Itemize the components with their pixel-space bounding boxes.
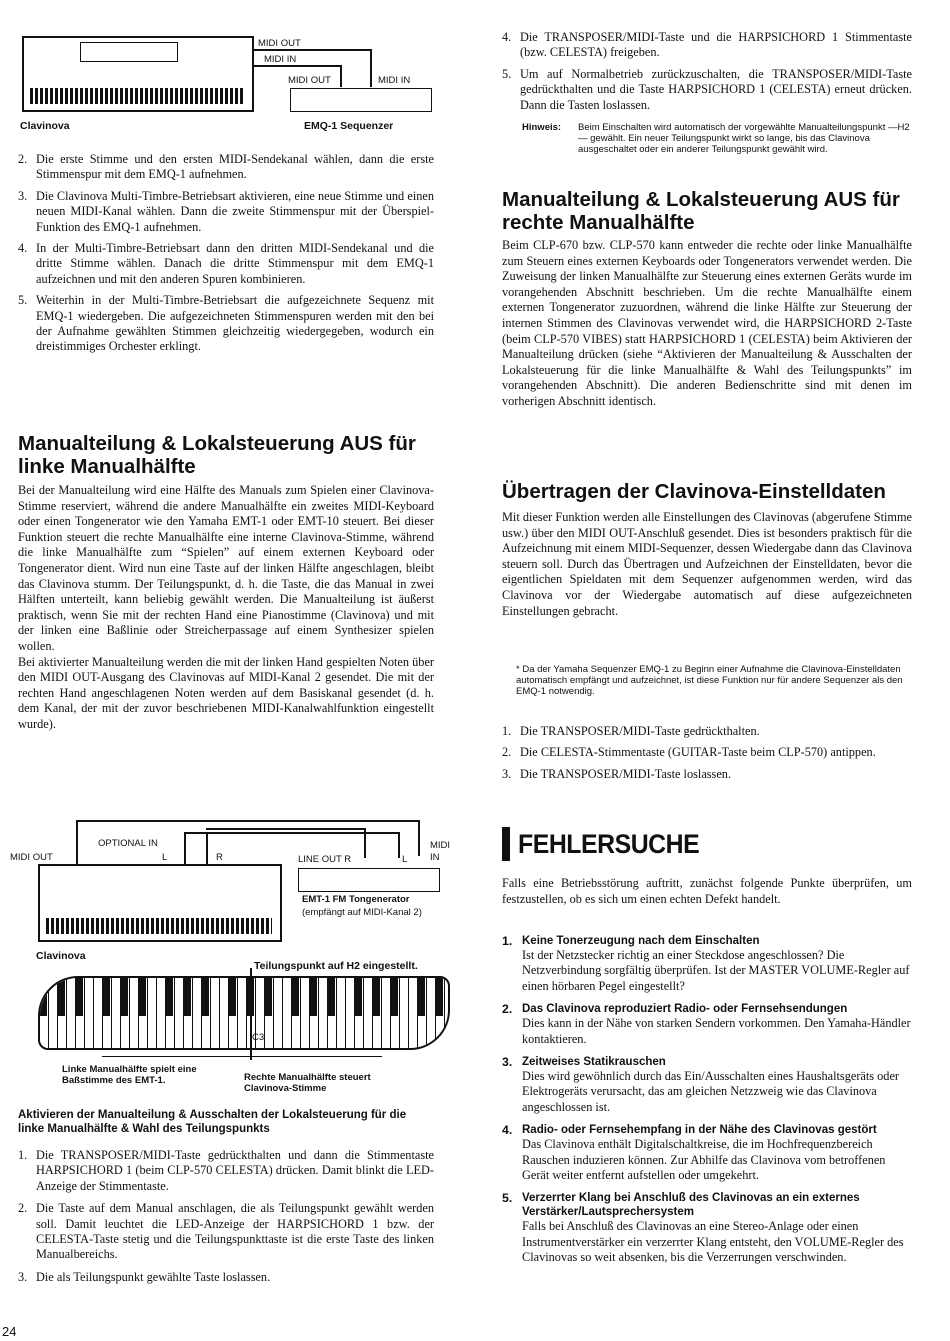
- label-midi-out-2: MIDI OUT: [288, 75, 331, 86]
- label-line-out: LINE OUT R: [298, 854, 352, 865]
- subheading-activate-split: Aktivieren der Manualteilung & Ausschalten der Lokalsteuerung für die linke Manualhälfte & Wahl des Teilungspunkts: [18, 1109, 407, 1135]
- label-optional-in: OPTIONAL IN: [98, 838, 158, 849]
- heading-bar: [502, 827, 510, 861]
- paragraph: Mit dieser Funktion werden alle Einstellungen des Clavinovas (abgerufene Stimme usw.) über den MIDI OUT-Anschluß gesendet. Dies ist besonders praktisch für die Aufzeichnung mit einem MIDI-Sequenzer, dessen Wiedergabe dann das Clavinova steuern soll. Durch das Übertragen und Aufzeichnen der Einstelldaten, bevor die eigentlichen Spieldaten mit dem Sequenzer aufgenommen werden, wird das Clavinova vor der Wiedergabe automatisch auf diese aufgezeichneten Einstellungen gebracht.: [502, 510, 912, 618]
- page-number: 24: [2, 1324, 17, 1339]
- list-item: 4. Radio- oder Fernsehempfang in der Nähe des Clavinovas gestört Das Clavinova enthält Digitalschaltkreise, die im Hochfrequenzbereich Rauschen induzieren können. Zur Abhilfe das Clavinova vom betroffenen Gerät weiter entfernt aufstellen oder umgekehrt.: [502, 1123, 886, 1183]
- list-multitimbre-steps: [18, 152, 434, 355]
- list-item: 2. Das Clavinova reproduziert Radio- oder Fernsehsendungen Dies kann in der Nähe von starken Sendern vorkommen. Den Yamaha-Händler kontaktieren.: [502, 1002, 911, 1046]
- label-line-out-l: L: [402, 854, 408, 865]
- paragraph: Beim CLP-670 bzw. CLP-570 kann entweder die rechte oder linke Manualhälfte zum Steuern eines externen Keyboards oder Tongenerators verwendet werden. Die Zuweisung der linken Manualhälfte zur Steuerung eines externen Geräts wurde im vorangehenden Abschnitt beschrieben. Um die rechte Manualhälfte einem externen Tongenerator zuzuordnen, während die linke Hälfte zur Steuerung der internen Stimmen des Clavinovas verwendet wird, die HARPSICHORD 2-Taste (beim CLP-570 VIBES) statt HARPSICHORD 1 (CELESTA) beim Aktivieren der Manualteilung drücken (siehe “Aktivieren der Manualteilung & Ausschalten der Lokalsteuerung für die linke Manualhälfte & Wahl des Teilungspunkts” im vorangehenden Abschnitt). Die anderen Bedienschritte sind mit denen im vorherigen Abschnitt identisch.: [502, 238, 912, 408]
- list-item: 2. Die Taste auf dem Manual anschlagen, die als Teilungspunkt gewählt werden soll. Damit leuchtet die LED-Anzeige der HARPSICHORD 1 bzw. der CELESTA-Taste stetig und die Teilungspunkttaste ist die erste Taste des linken Manualbereichs.: [18, 1201, 434, 1262]
- list-item: 2. Die CELESTA-Stimmentaste (GUITAR-Taste beim CLP-570) antippen.: [502, 745, 876, 760]
- list-item: 5. Weiterhin in der Multi-Timbre-Betriebsart die aufgezeichnete Sequenz mit EMQ-1 wiedergeben. Die aufgezeichneten Stimmenspuren werden mit den bei der Aufnahme gewählten Stimmen gleichzeitig wiedergegeben, wodurch ein dreistimmiges Orchester erklingt.: [18, 293, 434, 354]
- footnote: * Da der Yamaha Sequenzer EMQ-1 zu Beginn einer Aufnahme die Clavinova-Einstelldaten automatisch empfängt und aufzeichnet, ist diese Funktion nur für andere Sequenzer als den EMQ-1 notwendig.: [516, 664, 903, 697]
- label-midi: MIDI: [430, 840, 451, 851]
- emt1-illustration: [298, 868, 440, 892]
- list-item: 2. Die erste Stimme und den ersten MIDI-Sendekanal wählen, dann die erste Stimmenspur mit dem EMQ-1 aufnehmen.: [18, 152, 434, 182]
- clavinova-keys: [30, 88, 244, 104]
- list-item: 1. Die TRANSPOSER/MIDI-Taste gedrückthalten und dann die Stimmentaste HARPSICHORD 1 (beim CLP-570 CELESTA) drücken. Damit blinkt die LED-Anzeige der Stimmentaste.: [18, 1148, 434, 1193]
- keyboard-split-illustration: [38, 976, 450, 1050]
- list-transfer-steps: [502, 724, 912, 782]
- label-l: L: [162, 852, 168, 863]
- caption-right-half: Rechte Manualhälfte steuert Clavinova-Stimme: [244, 1072, 371, 1094]
- label-clavinova: Clavinova: [20, 120, 70, 132]
- label-emt1-sub: (empfängt auf MIDI-Kanal 2): [302, 907, 422, 918]
- note-hinweis: Hinweis: Beim Einschalten wird automatisch der vorgewählte Manualteilungspunkt —H2— gewählt. Ein neuer Teilungspunkt wirkt so lange, bis das Clavinova ausgeschaltet oder ein anderer Teilungspunkt gewählt wird.: [522, 122, 910, 155]
- list-item: 1. Keine Tonerzeugung nach dem Einschalten Ist der Netzstecker richtig an einer Steckdose angeschlossen? Die Netzverbindung sorgfältig überprüfen. Ist der MASTER VOLUME-Regler auf einen hörbaren Pegel eingestellt?: [502, 934, 910, 993]
- list-item: 4. In der Multi-Timbre-Betriebsart dann den dritten MIDI-Sendekanal und die dritte Stimme wählen. Danach die dritte Stimmenspur mit dem EMQ-1 aufzeichnen und mit den anderen Spuren kombinieren.: [18, 241, 434, 286]
- label-midi-out: MIDI OUT: [258, 38, 301, 49]
- heading-transfer-settings: Übertragen der Clavinova-Einstelldaten: [502, 480, 886, 503]
- list-item: 5. Verzerrter Klang bei Anschluß des Clavinovas an ein externes Verstärker/Lautsprechersystem Falls bei Anschluß des Clavinovas an eine Stereo-Anlage oder einen Instrumentverstärker ein verzerrter Klang entsteht, den VOLUME-Regler des Clavinovas so weit absenken, bis die Verzerrungen verschwinden.: [502, 1191, 904, 1265]
- label-c3: C3: [252, 1032, 265, 1043]
- figure-split-keyboard: [10, 820, 451, 1102]
- figure-midi-connection: [18, 32, 434, 137]
- list-activate-split-steps: [18, 1148, 434, 1285]
- paragraph: Bei aktivierter Manualteilung werden die mit der linken Hand gespielten Noten über den MIDI OUT-Ausgang des Clavinovas auf MIDI-Kanal 2 gesendet. Die mit der rechten Hand angeschlagenen Noten werden auf dem Basiskanal gesendet (d. h. dem Kanal, der mit der zuvor beschriebenen MIDI-Kanalwahlfunktion eingestellt wurde).: [18, 654, 434, 731]
- list-item: 4. Die TRANSPOSER/MIDI-Taste und die HARPSICHORD 1 Stimmentaste (bzw. CELESTA) freigeben.: [502, 30, 912, 60]
- label-in: IN: [430, 852, 440, 863]
- label-midi-out: MIDI OUT: [10, 852, 53, 863]
- list-item: 1. Die TRANSPOSER/MIDI-Taste gedrückthalten.: [502, 724, 760, 738]
- list-item: 3. Die TRANSPOSER/MIDI-Taste loslassen.: [502, 766, 732, 781]
- heading-split-left: Manualteilung & Lokalsteuerung AUS für linke Manualhälfte: [18, 432, 416, 478]
- label-midi-in-2: MIDI IN: [378, 75, 411, 86]
- label-r: R: [216, 852, 223, 863]
- caption-left-half: Linke Manualhälfte spielt eine Baßstimme des EMT-1.: [62, 1064, 197, 1086]
- label-clavinova: Clavinova: [36, 950, 86, 962]
- list-item: 3. Die Clavinova Multi-Timbre-Betriebsart aktivieren, eine neue Stimme und einen neuen MIDI-Kanal wählen. Dann die zweite Stimmenspur mit der Überspiel-Funktion des EMQ-1 aufnehmen.: [18, 188, 434, 234]
- label-emt1: EMT-1 FM Tongenerator: [302, 894, 410, 905]
- label-split-point: Teilungspunkt auf H2 eingestellt.: [254, 960, 418, 972]
- section-split-left-body: [18, 483, 434, 733]
- label-midi-in: MIDI IN: [264, 54, 297, 65]
- heading-split-right: Manualteilung & Lokalsteuerung AUS für rechte Manualhälfte: [502, 188, 900, 234]
- list-item: 5. Um auf Normalbetrieb zurückzuschalten, die TRANSPOSER/MIDI-Taste gedrückthalten und die Taste HARPSICHORD 1 (CELESTA) erneut drücken. Dann die Tasten loslassen.: [502, 66, 912, 112]
- heading-fehlersuche: FEHLERSUCHE: [502, 826, 715, 862]
- paragraph: Falls eine Betriebsstörung auftritt, zunächst folgende Punkte überprüfen, um festzustellen, ob es sich um einen echten Defekt handelt.: [502, 876, 912, 906]
- label-emq1-sequenzer: EMQ-1 Sequenzer: [304, 120, 394, 132]
- clavinova-keys: [46, 918, 272, 934]
- list-item: 3. Zeitweises Statikrauschen Dies wird gewöhnlich durch das Ein/Ausschalten eines Haushaltsgeräts oder Elektrogeräts verursacht, das am gleichen Netzzweig wie das Clavinova angeschlossen ist.: [502, 1055, 900, 1114]
- paragraph: Bei der Manualteilung wird eine Hälfte des Manuals zum Spielen einer Clavinova-Stimme reserviert, während die andere Manualhälfte ein zweites MIDI-Keyboard oder einen Tongenerator wie den Yamaha EMT-1 oder EMT-10 steuert. Bei dieser Funktion steuert die rechte Manualhälfte eine interne Clavinova-Stimme, während die linke Manualhälfte zum “Spielen” auf einem externen Keyboard oder Tongenerator dient. Wird nun eine Taste auf der linken Hälfte angeschlagen, bleibt das Clavinova stumm. Der Teilungspunkt, d. h. die Taste, die das Manual in zwei Hälften unterteilt, kann beliebig gewählt werden. Die Manualteilung ist äußerst praktisch, wenn Sie mit der rechten Hand eine Pianostimme (Clavinova) und mit der linken eine Baßlinie oder Streicherpassage auf einem Synthesizer spielen wollen.: [18, 483, 434, 653]
- list-split-release-steps: [502, 30, 912, 113]
- list-troubleshooting: [502, 934, 912, 1274]
- emq1-illustration: [290, 88, 432, 112]
- list-item: 3. Die als Teilungspunkt gewählte Taste loslassen.: [18, 1269, 271, 1284]
